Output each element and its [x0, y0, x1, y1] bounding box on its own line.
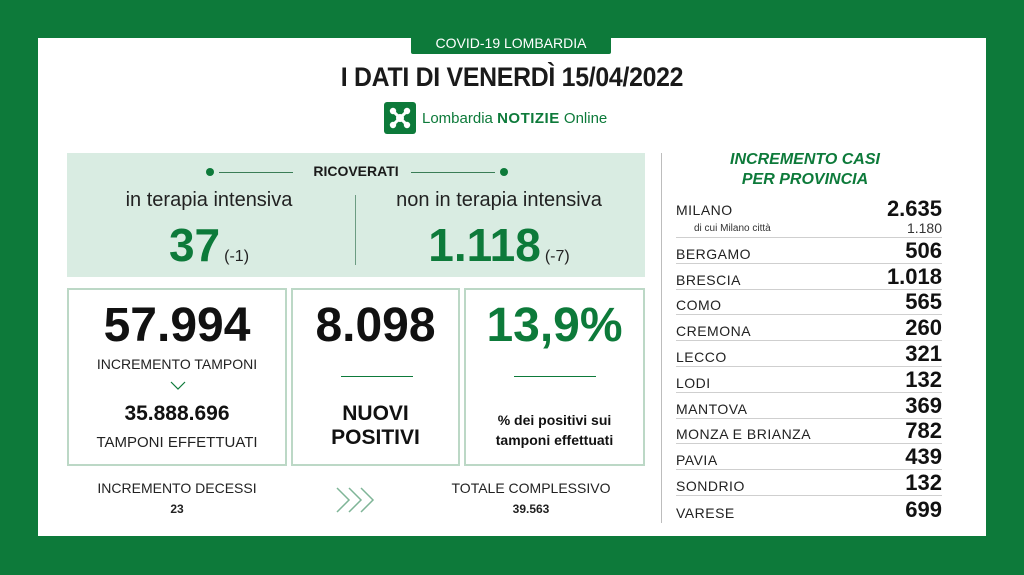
list-item — [676, 393, 942, 419]
brand-suffix: Online — [563, 109, 608, 127]
decessi-block — [64, 480, 290, 516]
province-name: PAVIA — [676, 452, 718, 469]
divider — [514, 376, 596, 377]
lombardia-logo-icon — [384, 102, 416, 134]
province-name: LODI — [676, 374, 711, 391]
milano-city-value: 1.180 — [906, 220, 942, 236]
brand-logo-block — [384, 102, 607, 134]
province-value: 782 — [905, 418, 942, 444]
intensiva-label: in terapia intensiva — [125, 189, 293, 211]
list-item — [676, 264, 942, 290]
tamponi-total-label: TAMPONI EFFETTUATI — [96, 434, 258, 451]
province-value: 506 — [905, 237, 942, 263]
positivi-label-2: POSITIVI — [331, 426, 420, 449]
province-value: 699 — [905, 496, 942, 522]
province-name: BRESCIA — [676, 271, 741, 288]
non-intensiva-block — [367, 189, 631, 272]
province-title-line-1: INCREMENTO CASI — [730, 151, 880, 168]
ricoverati-title: RICOVERATI — [313, 163, 399, 179]
tamponi-total: 35.888.696 — [124, 402, 230, 425]
totale-value: 39.563 — [512, 502, 550, 516]
list-item — [676, 238, 942, 264]
percentuale-label-1: % dei positivi sui — [497, 412, 612, 428]
ricoverati-panel — [67, 153, 645, 277]
list-item — [676, 367, 942, 393]
chevron-right-icon — [335, 486, 381, 514]
dot-icon — [500, 168, 508, 176]
vertical-divider — [355, 195, 356, 265]
province-value: 132 — [905, 366, 942, 392]
brand-prefix: Lombardia — [422, 109, 493, 127]
province-value: 132 — [905, 469, 942, 495]
province-value: 321 — [905, 340, 942, 366]
list-item — [676, 496, 942, 522]
list-item — [676, 341, 942, 367]
decessi-value: 23 — [170, 502, 184, 516]
brand-bold: NOTIZIE — [497, 109, 560, 127]
province-name: MILANO — [676, 202, 733, 218]
totale-label: TOTALE COMPLESSIVO — [451, 480, 611, 496]
list-item-milano — [676, 196, 942, 238]
intensiva-delta: (-1) — [224, 248, 250, 265]
brand-name — [422, 110, 607, 127]
chevron-down-icon — [170, 378, 186, 396]
decessi-label: INCREMENTO DECESSI — [97, 480, 257, 496]
tamponi-value: 57.994 — [103, 299, 251, 352]
positivi-box — [291, 288, 460, 466]
list-item — [676, 444, 942, 470]
totale-block — [418, 480, 644, 516]
milano-city-label: di cui Milano città — [694, 223, 771, 234]
province-name: LECCO — [676, 348, 727, 365]
province-value: 1.018 — [886, 263, 942, 289]
province-name: MONZA E BRIANZA — [676, 426, 812, 443]
percentuale-value: 13,9% — [486, 299, 623, 352]
province-title — [680, 150, 930, 190]
province-name: COMO — [676, 297, 722, 314]
province-name: BERGAMO — [676, 245, 752, 262]
non-intensiva-label: non in terapia intensiva — [396, 189, 602, 211]
non-intensiva-value: 1.118 — [428, 219, 541, 271]
province-name: VARESE — [676, 504, 735, 521]
list-item — [676, 315, 942, 341]
province-title-line-2: PER PROVINCIA — [741, 171, 869, 188]
tamponi-box — [67, 288, 287, 466]
vertical-divider — [661, 153, 662, 523]
region-tag: COVID-19 LOMBARDIA — [411, 32, 611, 54]
divider — [341, 376, 413, 377]
province-value: 439 — [905, 444, 942, 470]
province-name: CREMONA — [676, 323, 752, 340]
province-value: 2.635 — [886, 196, 942, 221]
list-item — [676, 419, 942, 445]
list-item — [676, 470, 942, 496]
province-value: 369 — [905, 392, 942, 418]
non-intensiva-delta: (-7) — [544, 248, 570, 265]
intensiva-block — [87, 189, 331, 272]
province-value: 565 — [905, 289, 942, 315]
positivi-value: 8.098 — [315, 299, 436, 352]
province-value: 260 — [905, 315, 942, 341]
percentuale-box — [464, 288, 645, 466]
province-name: SONDRIO — [676, 477, 745, 494]
tamponi-label: INCREMENTO TAMPONI — [96, 356, 258, 372]
positivi-label-1: NUOVI — [342, 402, 409, 425]
list-item — [676, 290, 942, 316]
percentuale-label-2: tamponi effettuati — [495, 432, 614, 448]
province-name: MANTOVA — [676, 400, 748, 417]
intensiva-value: 37 — [168, 219, 221, 271]
page-title: I DATI DI VENERDÌ 15/04/2022 — [340, 62, 684, 92]
province-list — [676, 196, 942, 522]
divider — [411, 172, 495, 173]
